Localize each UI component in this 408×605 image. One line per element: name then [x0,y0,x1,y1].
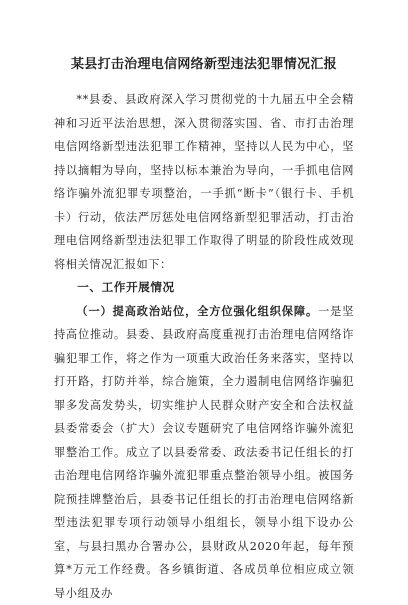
document-title: 某县打击治理电信网络新型违法犯罪情况汇报 [54,56,354,74]
intro-paragraph: **县委、县政府深入学习贯彻党的十九届五中全会精神和习近平法治思想，深入贯彻落实国、省、市打击治理电信网络新型违法犯罪工作精神，坚持以人民为中心，坚持以摘帽为导向，坚持以标本兼治为导向，一手抓电信网络诈骗外流犯罪专项整治，一手抓“断卡”（银行卡、手机卡）行动，依法严厉惩处电信网络新型犯罪活动，打击治理电信网络新型违法犯罪工作取得了明显的阶段性成效现将相关情况汇报如下： [54,88,354,276]
subsection-body: 一是坚持高位推动。县委、县政府高度重视打击治理电信网络诈骗犯罪工作，将之作为一项重大政治任务来落实，坚持以打开路，打防并举，综合施策，全力遏制电信网络诈骗犯罪多发高发势头，切实维护人民群众财产安全和合法权益县委常委会（扩大）会议专题研究了电信网络诈骗外流犯罪整治工作。成立了以县委常委、政法委书记任组长的打击治理电信网络诈骗外流犯罪重点整治领导小组。被国务院预挂牌整治后，县委书记任组长的打击治理电信网络新型违法犯罪专项行动领导小组组长，领导小组下设办公室，与县扫黑办合署办公，县财政从2020年起，每年预算*万元工作经费。各乡镇街道、各成员单位相应成立领导小组及办 [54,305,354,600]
subsection-heading: （一）提高政治站位，全方位强化组织保障。 [76,304,318,318]
subsection-paragraph [54,300,354,605]
section-heading: 一、工作开展情况 [54,276,354,300]
